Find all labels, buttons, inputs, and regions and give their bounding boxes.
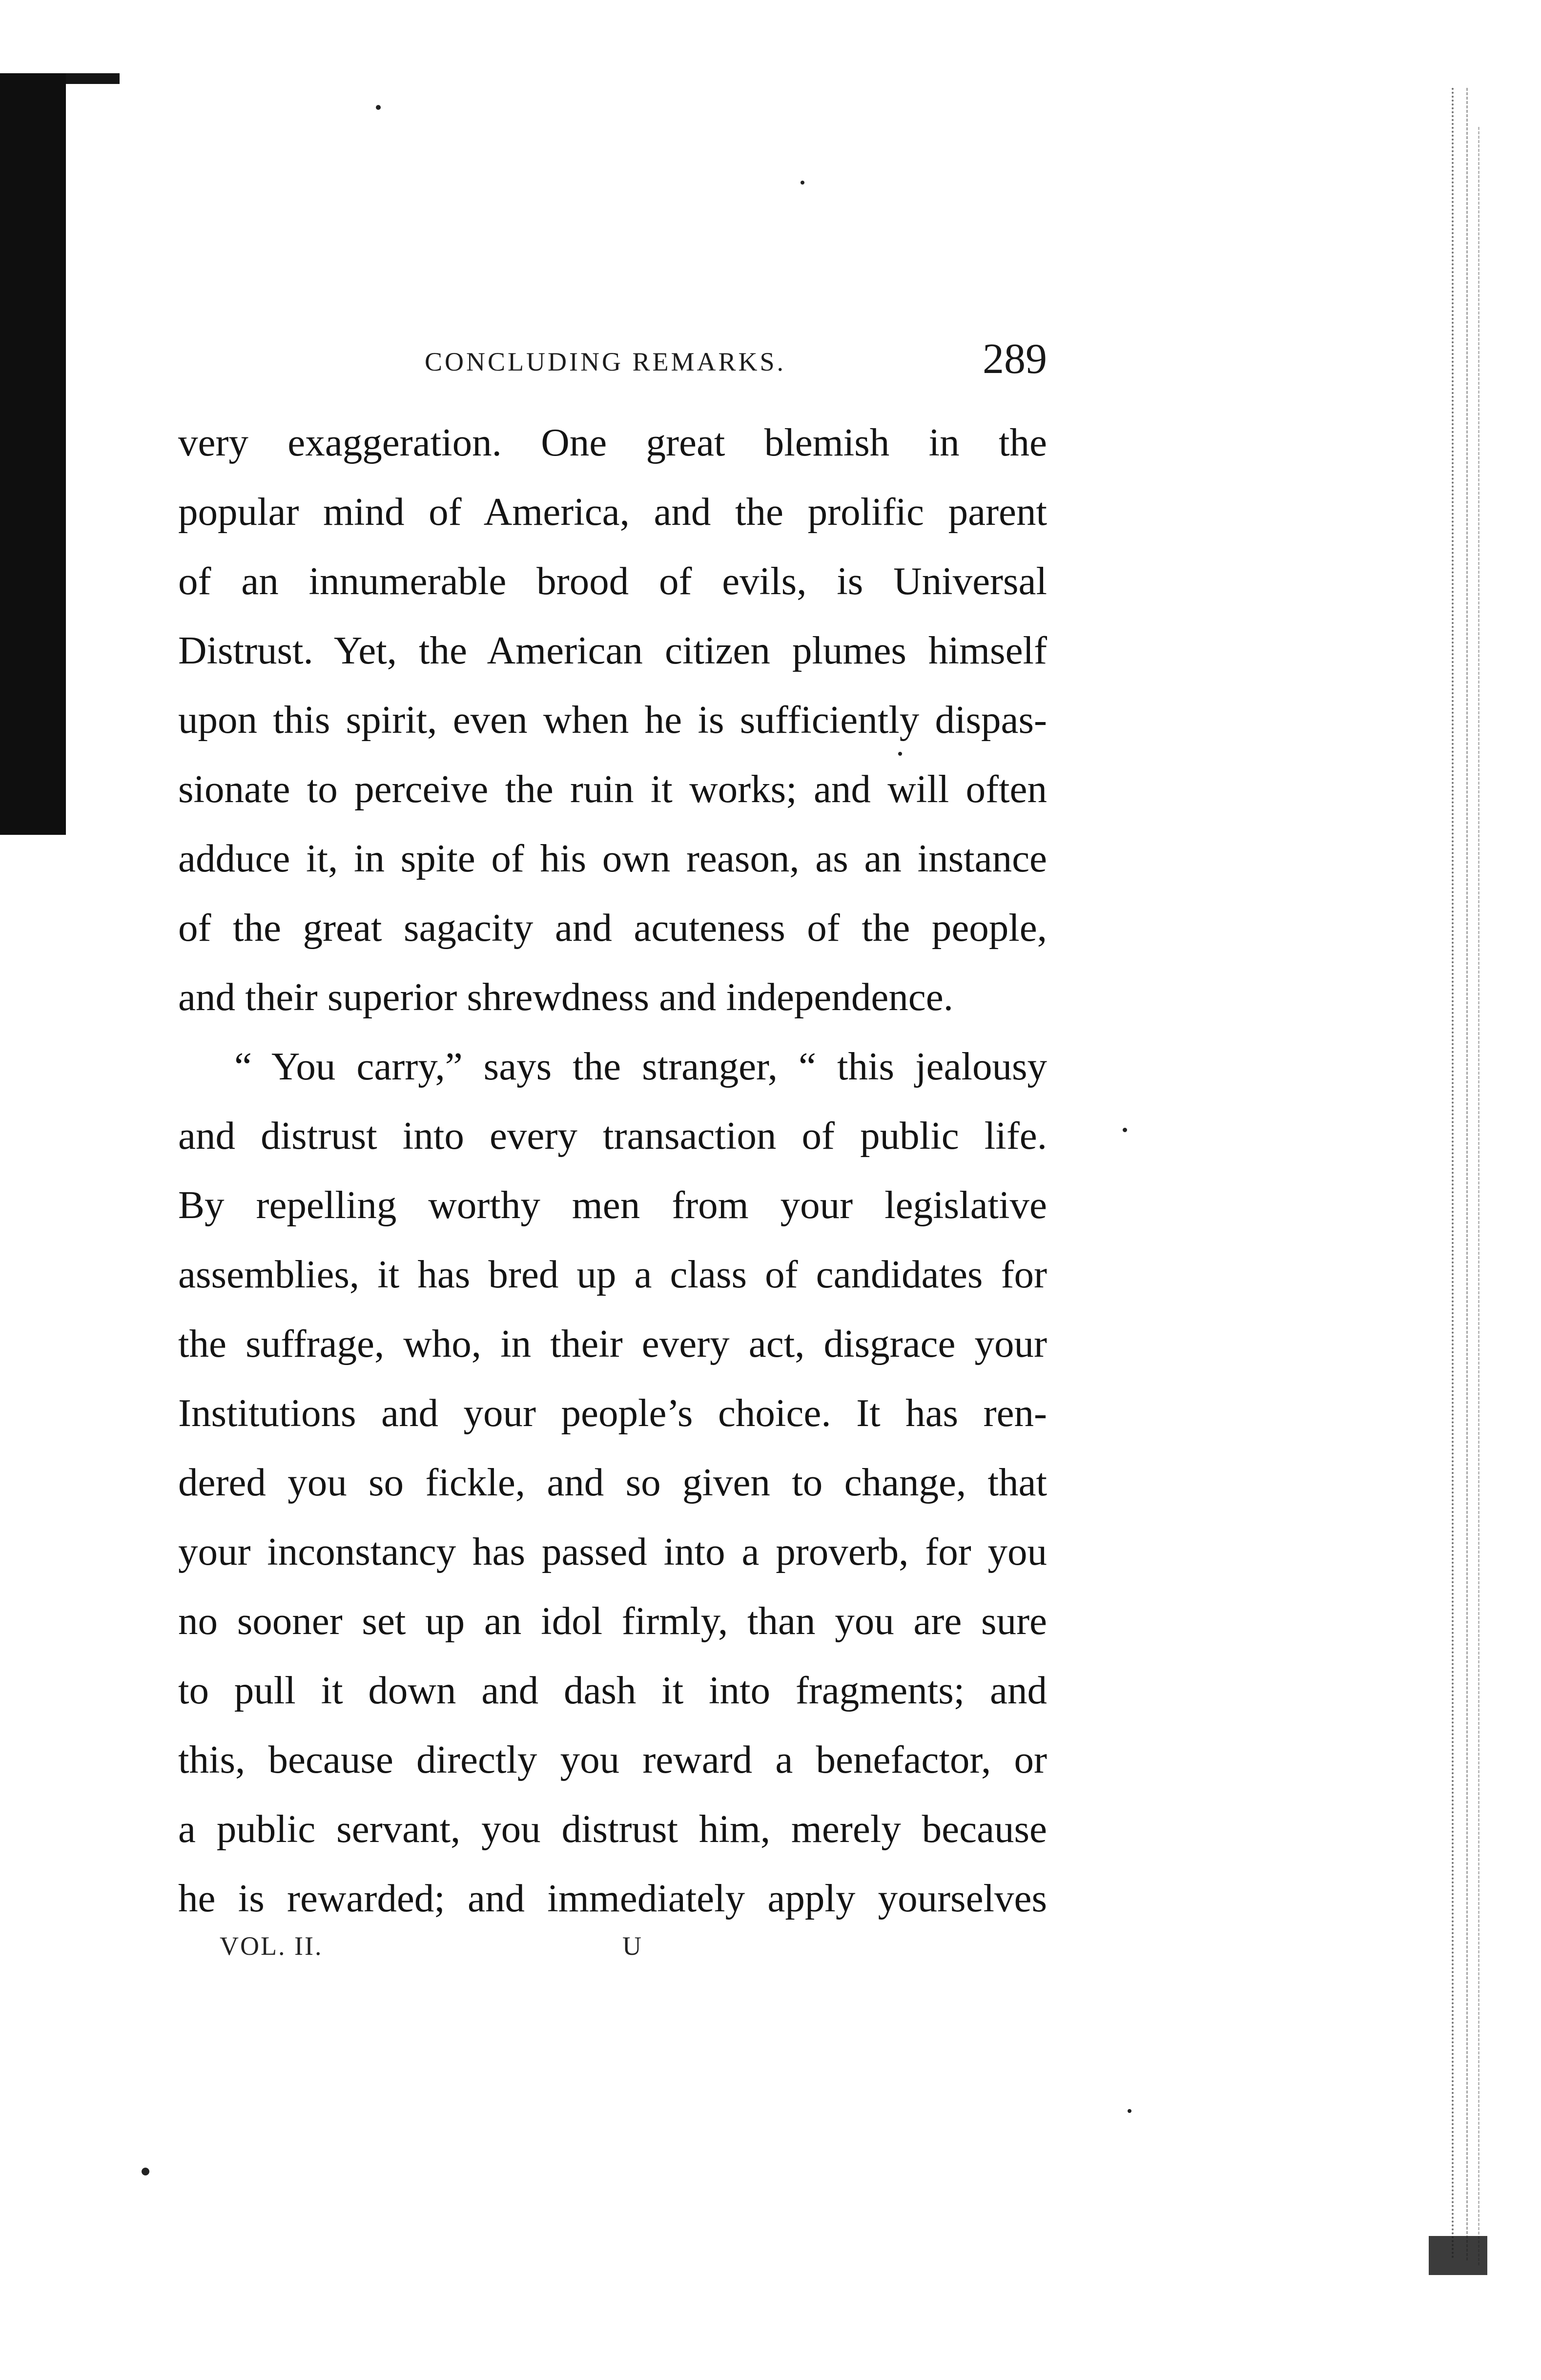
text-line: “ You carry,” says the stranger, “ this jealousy	[234, 1044, 1047, 1088]
text-line: dered you so fickle, and so given to change, that	[178, 1460, 1047, 1504]
body-text	[178, 408, 1047, 1933]
scan-page-edge-right	[1452, 88, 1468, 2260]
scan-speck	[801, 181, 804, 185]
scan-binding-corner	[1429, 2236, 1487, 2275]
text-line: By repelling worthy men from your legislative	[178, 1183, 1047, 1227]
text-line: Institutions and your people’s choice. It has ren-	[178, 1391, 1047, 1435]
scan-speck	[1123, 1128, 1127, 1132]
scan-speck	[376, 105, 381, 110]
text-line: your inconstancy has passed into a proverb, for you	[178, 1530, 1047, 1573]
text-line: Distrust. Yet, the American citizen plumes himself	[178, 628, 1047, 672]
scan-page-edge-right-inner	[1478, 127, 1487, 2265]
scan-binding-shadow-top	[66, 73, 120, 84]
text-line: the suffrage, who, in their every act, disgrace your	[178, 1322, 1047, 1366]
text-line: a public servant, you distrust him, merely because	[178, 1807, 1047, 1851]
scan-speck	[1128, 2109, 1131, 2113]
text-line: this, because directly you reward a benefactor, or	[178, 1738, 1047, 1781]
text-line: popular mind of America, and the prolific parent	[178, 490, 1047, 534]
text-line: adduce it, in spite of his own reason, as an instance	[178, 836, 1047, 880]
text-line: and their superior shrewdness and independence.	[178, 975, 953, 1019]
page-number: 289	[983, 335, 1047, 383]
text-line: of the great sagacity and acuteness of the people,	[178, 906, 1047, 950]
text-line: he is rewarded; and immediately apply yourselves	[178, 1876, 1047, 1920]
text-line: upon this spirit, even when he is sufficiently dispas-	[178, 698, 1047, 742]
text-line: of an innumerable brood of evils, is Universal	[178, 559, 1047, 603]
text-line: to pull it down and dash it into fragments; and	[178, 1668, 1047, 1712]
text-line: assemblies, it has bred up a class of candidates for	[178, 1252, 1047, 1296]
volume-mark: VOL. II.	[220, 1931, 323, 1961]
scan-binding-shadow-left	[0, 73, 66, 835]
running-head	[178, 334, 1047, 393]
text-line: no sooner set up an idol firmly, than you are sure	[178, 1599, 1047, 1643]
running-title: CONCLUDING REMARKS.	[425, 347, 786, 376]
text-line: and distrust into every transaction of public life.	[178, 1114, 1047, 1158]
scan-speck	[142, 2168, 149, 2175]
page-footer	[220, 1931, 708, 1970]
text-line: sionate to perceive the ruin it works; and will often	[178, 767, 1047, 811]
signature-mark: U	[622, 1931, 643, 1961]
text-line: very exaggeration. One great blemish in the	[178, 420, 1047, 464]
